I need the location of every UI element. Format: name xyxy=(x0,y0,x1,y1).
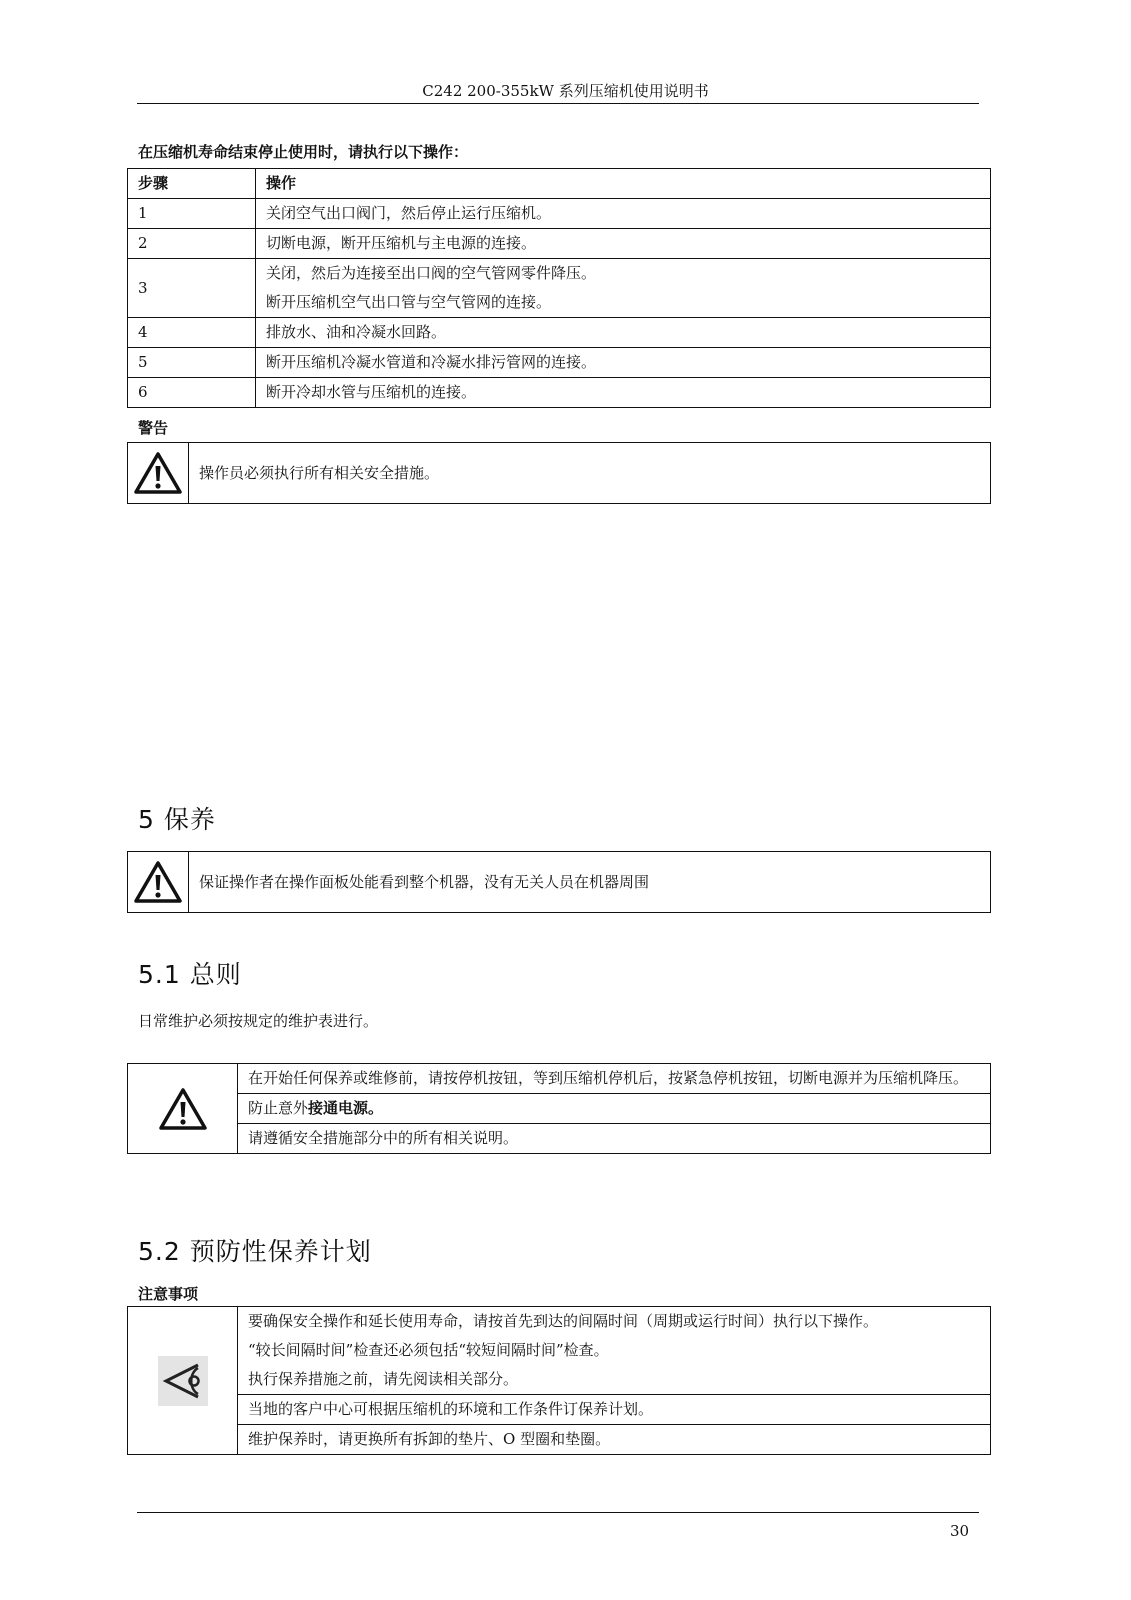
table-row xyxy=(128,229,991,259)
step-action: 关闭空气出口阀门，然后停止运行压缩机。 xyxy=(256,199,991,229)
decommission-steps-table xyxy=(127,168,991,408)
step-number: 1 xyxy=(128,199,256,229)
warning-icon-cell xyxy=(128,443,189,504)
table-row xyxy=(128,259,991,318)
step-action: 排放水、油和冷凝水回路。 xyxy=(256,318,991,348)
note-line: “较长间隔时间”检查还必须包括“较短间隔时间”检查。 xyxy=(248,1341,609,1359)
warning-box xyxy=(127,442,991,504)
caution-row: 在开始任何保养或维修前，请按停机按钮，等到压缩机停机后，按紧急停机按钮，切断电源并为压缩机降压。 xyxy=(238,1064,991,1094)
step-number: 6 xyxy=(128,378,256,408)
step-action: 断开冷却水管与压缩机的连接。 xyxy=(256,378,991,408)
warning-triangle-icon xyxy=(133,451,183,495)
warning-icon-cell xyxy=(128,1064,238,1154)
decommission-intro: 在压缩机寿命结束停止使用时，请执行以下操作： xyxy=(138,143,469,161)
column-header-action: 操作 xyxy=(256,169,991,199)
note-line: 要确保安全操作和延长使用寿命，请按首先到达的间隔时间（周期或运行时间）执行以下操作。 xyxy=(248,1312,879,1330)
section-5-1-caution-table xyxy=(127,1063,991,1154)
step-number: 5 xyxy=(128,348,256,378)
table-row xyxy=(128,199,991,229)
table-header-row xyxy=(128,169,991,199)
note-row: 当地的客户中心可根据压缩机的环境和工作条件订保养计划。 xyxy=(238,1395,991,1425)
caution-emphasis: 接通电源。 xyxy=(308,1099,384,1117)
section-5-warning-text: 保证操作者在操作面板处能看到整个机器，没有无关人员在机器周围 xyxy=(189,852,991,913)
page-number: 30 xyxy=(950,1522,970,1540)
step-action: 切断电源，断开压缩机与主电源的连接。 xyxy=(256,229,991,259)
note-icon-cell xyxy=(128,1307,238,1455)
caution-row: 请遵循安全措施部分中的所有相关说明。 xyxy=(238,1124,991,1154)
step-number: 3 xyxy=(128,259,256,318)
note-row xyxy=(238,1307,991,1395)
section-5-1-paragraph: 日常维护必须按规定的维护表进行。 xyxy=(138,1012,379,1030)
column-header-step: 步骤 xyxy=(128,169,256,199)
footer-rule xyxy=(137,1512,979,1513)
table-row xyxy=(128,318,991,348)
step-action-line: 断开压缩机空气出口管与空气管网的连接。 xyxy=(266,293,552,311)
section-5-warning-box xyxy=(127,851,991,913)
table-row xyxy=(128,378,991,408)
section-5-2-heading: 5.2 预防性保养计划 xyxy=(138,1237,372,1266)
eye-icon xyxy=(158,1356,208,1406)
section-5-heading: 5 保养 xyxy=(138,805,216,834)
step-number: 2 xyxy=(128,229,256,259)
note-label: 注意事项 xyxy=(138,1285,199,1303)
section-5-1-heading: 5.1 总则 xyxy=(138,960,242,989)
warning-triangle-icon xyxy=(158,1087,208,1131)
caution-row xyxy=(238,1094,991,1124)
step-action xyxy=(256,259,991,318)
warning-label: 警告 xyxy=(138,419,169,437)
caution-text: 防止意外 xyxy=(248,1099,309,1117)
document-header-title: C242 200-355kW 系列压缩机使用说明书 xyxy=(422,82,709,100)
table-row xyxy=(128,348,991,378)
step-action-line: 关闭，然后为连接至出口阀的空气管网零件降压。 xyxy=(266,264,597,282)
note-line: 执行保养措施之前，请先阅读相关部分。 xyxy=(248,1370,519,1388)
note-row: 维护保养时，请更换所有拆卸的垫片、O 型圈和垫圈。 xyxy=(238,1425,991,1455)
step-number: 4 xyxy=(128,318,256,348)
warning-icon-cell xyxy=(128,852,189,913)
warning-text: 操作员必须执行所有相关安全措施。 xyxy=(189,443,991,504)
header-rule xyxy=(137,103,979,104)
warning-triangle-icon xyxy=(133,860,183,904)
section-5-2-note-table xyxy=(127,1306,991,1455)
step-action: 断开压缩机冷凝水管道和冷凝水排污管网的连接。 xyxy=(256,348,991,378)
